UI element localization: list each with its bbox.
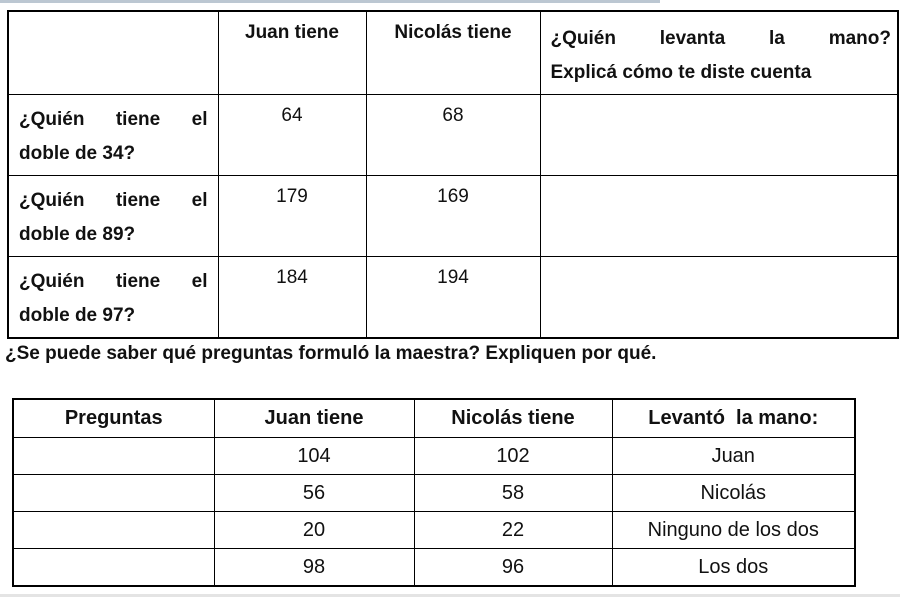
table-header-row (8, 11, 898, 95)
question-cell (8, 257, 218, 339)
q-line2: doble de 89? (19, 224, 136, 245)
header-levanto: Levantó la mano: (612, 399, 855, 438)
juan-value: 98 (214, 549, 414, 587)
table-row (8, 176, 898, 257)
answer-cell[interactable] (540, 95, 898, 176)
juan-value: 184 (218, 257, 366, 339)
header-preguntas: Preguntas (13, 399, 214, 438)
instruction-question: ¿Se puede saber qué preguntas formuló la maestra? Expliquen por qué. (5, 343, 657, 364)
table-row (13, 512, 855, 549)
q-word: el (191, 109, 208, 130)
question-cell (8, 95, 218, 176)
doubles-table (7, 10, 899, 339)
header-word: la (769, 28, 785, 49)
nicolas-value: 96 (414, 549, 612, 587)
table-row (13, 549, 855, 587)
nicolas-value: 68 (366, 95, 540, 176)
header-juan: Juan tiene (214, 399, 414, 438)
q-word: ¿Quién (19, 271, 85, 292)
nicolas-value: 22 (414, 512, 612, 549)
answer-cell[interactable] (540, 176, 898, 257)
q-word: ¿Quién (19, 109, 85, 130)
mano-value: Ninguno de los dos (612, 512, 855, 549)
bottom-divider (0, 594, 900, 597)
pregunta-cell[interactable] (13, 512, 214, 549)
nicolas-value: 194 (366, 257, 540, 339)
juan-value: 179 (218, 176, 366, 257)
pregunta-cell[interactable] (13, 549, 214, 587)
q-word: el (191, 271, 208, 292)
pregunta-cell[interactable] (13, 475, 214, 512)
questions-table (12, 398, 856, 587)
nicolas-value: 102 (414, 438, 612, 475)
table-row (8, 95, 898, 176)
question-cell (8, 176, 218, 257)
juan-value: 104 (214, 438, 414, 475)
table-row (13, 438, 855, 475)
nicolas-value: 169 (366, 176, 540, 257)
top-divider (0, 0, 660, 3)
q-word: tiene (115, 271, 161, 292)
q-word: el (191, 190, 208, 211)
table-row (8, 257, 898, 339)
juan-value: 64 (218, 95, 366, 176)
table-row (13, 475, 855, 512)
mano-value: Los dos (612, 549, 855, 587)
header-juan: Juan tiene (218, 11, 366, 95)
header-word: levanta (659, 28, 726, 49)
juan-value: 20 (214, 512, 414, 549)
nicolas-value: 58 (414, 475, 612, 512)
pregunta-cell[interactable] (13, 438, 214, 475)
mano-value: Nicolás (612, 475, 855, 512)
mano-value: Juan (612, 438, 855, 475)
q-line2: doble de 34? (19, 143, 136, 164)
header-line2: Explicá cómo te diste cuenta (550, 62, 812, 83)
q-word: tiene (115, 190, 161, 211)
answer-cell[interactable] (540, 257, 898, 339)
header-quien-levanta (540, 11, 898, 95)
header-word: ¿Quién (550, 28, 616, 49)
q-line2: doble de 97? (19, 305, 136, 326)
q-word: ¿Quién (19, 190, 85, 211)
juan-value: 56 (214, 475, 414, 512)
header-nicolas: Nicolás tiene (414, 399, 612, 438)
table-header-row (13, 399, 855, 438)
q-word: tiene (115, 109, 161, 130)
empty-header-cell (8, 11, 218, 95)
header-nicolas: Nicolás tiene (366, 11, 540, 95)
header-word: mano? (828, 28, 891, 49)
